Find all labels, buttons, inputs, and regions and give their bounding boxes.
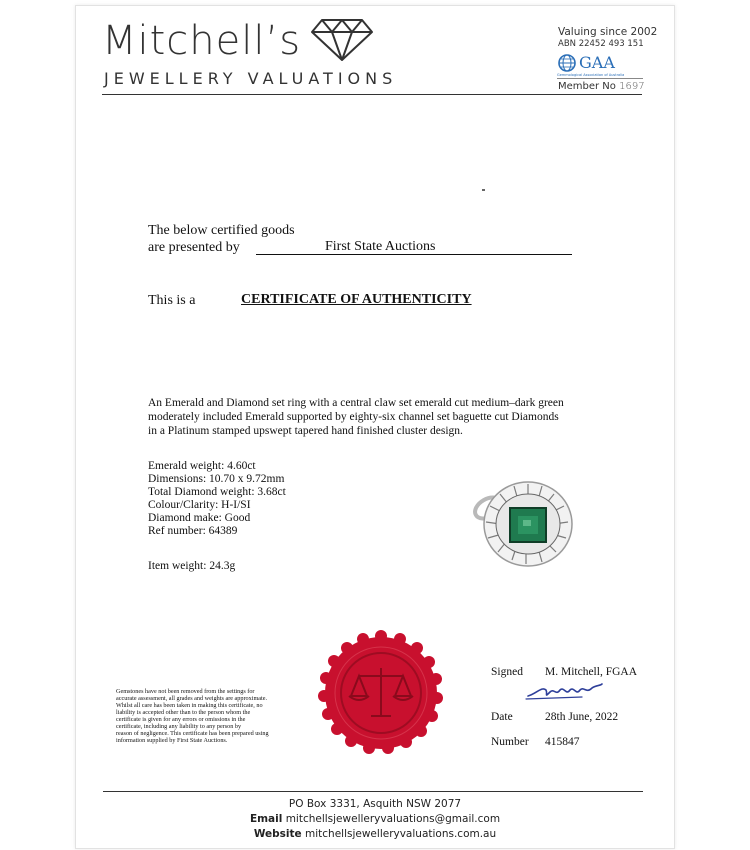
- description-line-3: in a Platinum stamped upswept tapered hand finished cluster design.: [148, 425, 463, 437]
- disclaimer-line-2: accurate assessment, all grades and weights are approximate.: [116, 695, 268, 702]
- disclaimer-line-3: Whilst all care has been taken in making this certificate, no: [116, 702, 263, 709]
- gaa-caption: Gemmological Association of Australia: [557, 73, 625, 77]
- date-label: Date: [491, 711, 513, 723]
- certificate-title: CERTIFICATE OF AUTHENTICITY: [241, 292, 472, 307]
- footer-email-label: Email: [249, 813, 283, 825]
- signed-label: Signed: [491, 666, 523, 678]
- disclaimer-line-8: information supplied by First State Auctions.: [116, 737, 228, 744]
- disclaimer-line-7: reason of negligence. This certificate has been prepared using: [116, 730, 269, 737]
- member-info: [558, 81, 645, 92]
- brand-name: Mitchell’s: [102, 18, 302, 64]
- description-line-2: moderately included Emerald supported by eighty-six channel set baguette cut Diamonds: [148, 411, 559, 423]
- brand-subtitle: JEWELLERY VALUATIONS: [104, 69, 398, 88]
- signed-name: M. Mitchell, FGAA: [545, 666, 637, 678]
- number-value: 415847: [545, 736, 580, 748]
- gaa-globe-icon: [557, 53, 577, 73]
- description-line-1: An Emerald and Diamond set ring with a central claw set emerald cut medium–dark green: [148, 397, 564, 409]
- ring-photo: [468, 472, 580, 572]
- diamond-logo-icon: [310, 16, 374, 62]
- presented-by-value: First State Auctions: [325, 239, 436, 254]
- intro-line-2: are presented by: [148, 240, 240, 255]
- footer-website-label: Website: [253, 828, 302, 840]
- detail-colour-clarity: Colour/Clarity: H-I/SI: [148, 499, 251, 511]
- member-rule: [557, 78, 643, 79]
- disclaimer-line-1: Gemstones have not been removed from the settings for: [116, 688, 255, 695]
- speck-mark: [482, 189, 485, 191]
- header-rule: [102, 94, 642, 95]
- signature-mark: [522, 680, 606, 702]
- detail-diamond-make: Diamond make: Good: [148, 512, 251, 524]
- detail-diamond-weight: Total Diamond weight: 3.68ct: [148, 486, 286, 498]
- gaa-logo-text: GAA: [579, 53, 615, 72]
- certificate-prefix: This is a: [148, 293, 196, 308]
- footer-email-value[interactable]: mitchellsjewelleryvaluations@gmail.com: [285, 813, 501, 825]
- wax-seal-icon: [315, 628, 447, 758]
- detail-ref-number: Ref number: 64389: [148, 525, 238, 537]
- intro-line-1: The below certified goods: [148, 223, 295, 238]
- disclaimer-line-4: liability is accepted other than to the person whom the: [116, 709, 251, 716]
- valuing-since: Valuing since 2002: [558, 26, 658, 38]
- footer-rule: [103, 791, 643, 792]
- footer-email: [75, 813, 675, 825]
- abn-number: ABN 22452 493 151: [558, 39, 644, 49]
- footer-website: [75, 828, 675, 840]
- member-label: Member No: [558, 81, 616, 92]
- disclaimer-line-5: certificate is given for any errors or omissions in the: [116, 716, 246, 723]
- number-label: Number: [491, 736, 529, 748]
- member-number: 1697: [619, 81, 645, 92]
- detail-emerald-weight: Emerald weight: 4.60ct: [148, 460, 256, 472]
- disclaimer-line-6: certificate, including any liability to any person by: [116, 723, 242, 730]
- item-weight: Item weight: 24.3g: [148, 560, 236, 572]
- date-value: 28th June, 2022: [545, 711, 619, 723]
- detail-dimensions: Dimensions: 10.70 x 9.72mm: [148, 473, 285, 485]
- footer-address: PO Box 3331, Asquith NSW 2077: [288, 798, 462, 810]
- footer-website-value[interactable]: mitchellsjewelleryvaluations.com.au: [305, 828, 497, 840]
